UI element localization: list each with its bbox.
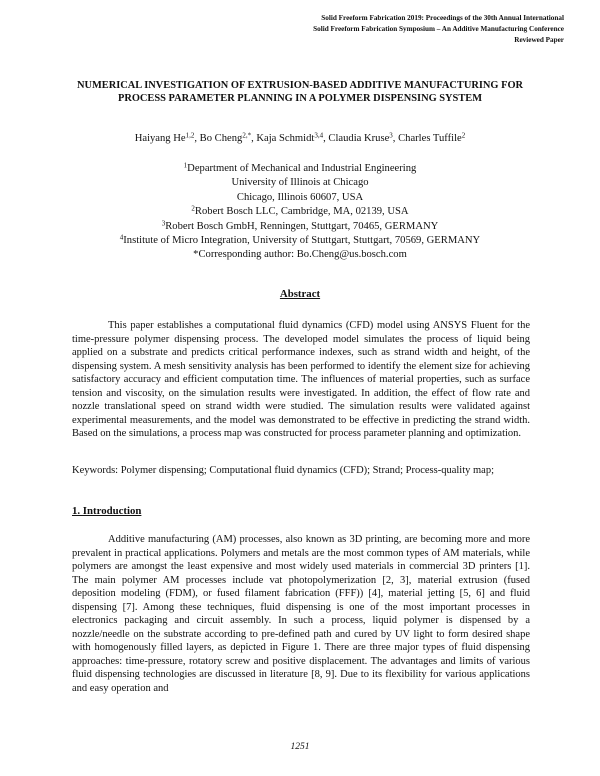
keywords: Keywords: Polymer dispensing; Computational fluid dynamics (CFD); Strand; Process-quality map; <box>72 465 494 476</box>
affiliation-1-city: Chicago, Illinois 60607, USA <box>236 191 364 203</box>
author: Bo Cheng$^{2,*}$, <box>199 131 257 144</box>
introduction-paragraph: Additive manufacturing (AM) processes, also known as 3D printing, are becoming more and more prevalent in practical applications. Polymers and metals are the most common types of AM materials, while polymers are amongst the least expensive and most widely used materials in commercial 3D printers [1]. The main polymer AM processes include vat photopolymerization [2, 3], material extrusion (fused deposition modeling (FDM), or fused filament fabrication (FFF)) [4], material jetting [5, 6] and fluid dispensing [7]. Among these techniques, fluid dispensing is one of the most important processes in electronics packaging and circuit assembly. In such a process, liquid polymer is dispensed by a nozzle/needle on the substrate according to pre-defined path and cured by UV light to form desired shape with homogenously filled layers, as depicted in Figure 1. There are three major types of fluid dispensing approaches: time-pressure, rotatory screw and positive displacement. The advantages and limits of various fluid dispensing technologies are discussed in literature [8, 9]. Due to its flexibility for various applications and easy operation and <box>72 534 530 694</box>
author: Kaja Schmidt$^{3,4}$, <box>256 131 329 144</box>
author: Claudia Kruse$^3$, <box>328 131 399 144</box>
abstract-text: This paper establishes a computational fluid dynamics (CFD) model using ANSYS Fluent for the time-pressure polymer dispensing process. The developed model simulates the process of liquid being applied on a substrate and predicts critical performance indexes, such as strand width and height, of the dispensing system. A mesh sensitivity analysis has been performed to identify the element size for achieving satisfactory accuracy and efficient computation time. The influences of material properties, such as surface tension and viscosity, on the simulation results were investigated. In addition, the effect of flow rate and nozzle translational speed on strand width were studied. The simulation results were validated against experimental measurements, and the model was demonstrated to be effective in predicting the strand width. Based on the simulations, a process map was constructed for process parameter planning and optimization. <box>72 320 530 439</box>
section-heading-introduction: 1. Introduction <box>72 505 142 517</box>
header-line-3: Reviewed Paper <box>514 35 564 44</box>
affiliations <box>40 162 560 263</box>
paper-title: NUMERICAL INVESTIGATION OF EXTRUSION-BASED ADDITIVE MANUFACTURING FOR PROCESS PARAMETER PLANNING IN A POLYMER DISPENSING SYSTEM <box>76 80 524 104</box>
affiliation-1-university: University of Illinois at Chicago <box>231 177 369 189</box>
author: Haiyang He$^{1,2}$, <box>134 131 200 144</box>
header-line-2: Solid Freeform Fabrication Symposium – An Additive Manufacturing Conference <box>313 24 564 33</box>
proceedings-header <box>144 13 564 45</box>
corresponding-author: *Corresponding author: Bo.Cheng@us.bosch.com <box>193 249 407 261</box>
header-line-1: Solid Freeform Fabrication 2019: Proceedings of the 30th Annual International <box>321 14 564 22</box>
affiliation-4: $^4$Institute of Micro Integration, University of Stuttgart, Stuttgart, 70569, GERMANY <box>119 233 481 247</box>
page-number: 1251 <box>290 742 310 752</box>
affiliation-2: $^2$Robert Bosch LLC, Cambridge, MA, 02139, USA <box>191 204 409 218</box>
affiliation-3: $^3$Robert Bosch GmbH, Renningen, Stuttgart, 70465, GERMANY <box>161 219 439 232</box>
affiliation-1: $^1$Department of Mechanical and Industrial Engineering <box>183 161 417 174</box>
author: Charles Tuffile$^2$ <box>398 131 466 144</box>
abstract-heading: Abstract <box>279 288 321 300</box>
author-list <box>40 133 560 144</box>
